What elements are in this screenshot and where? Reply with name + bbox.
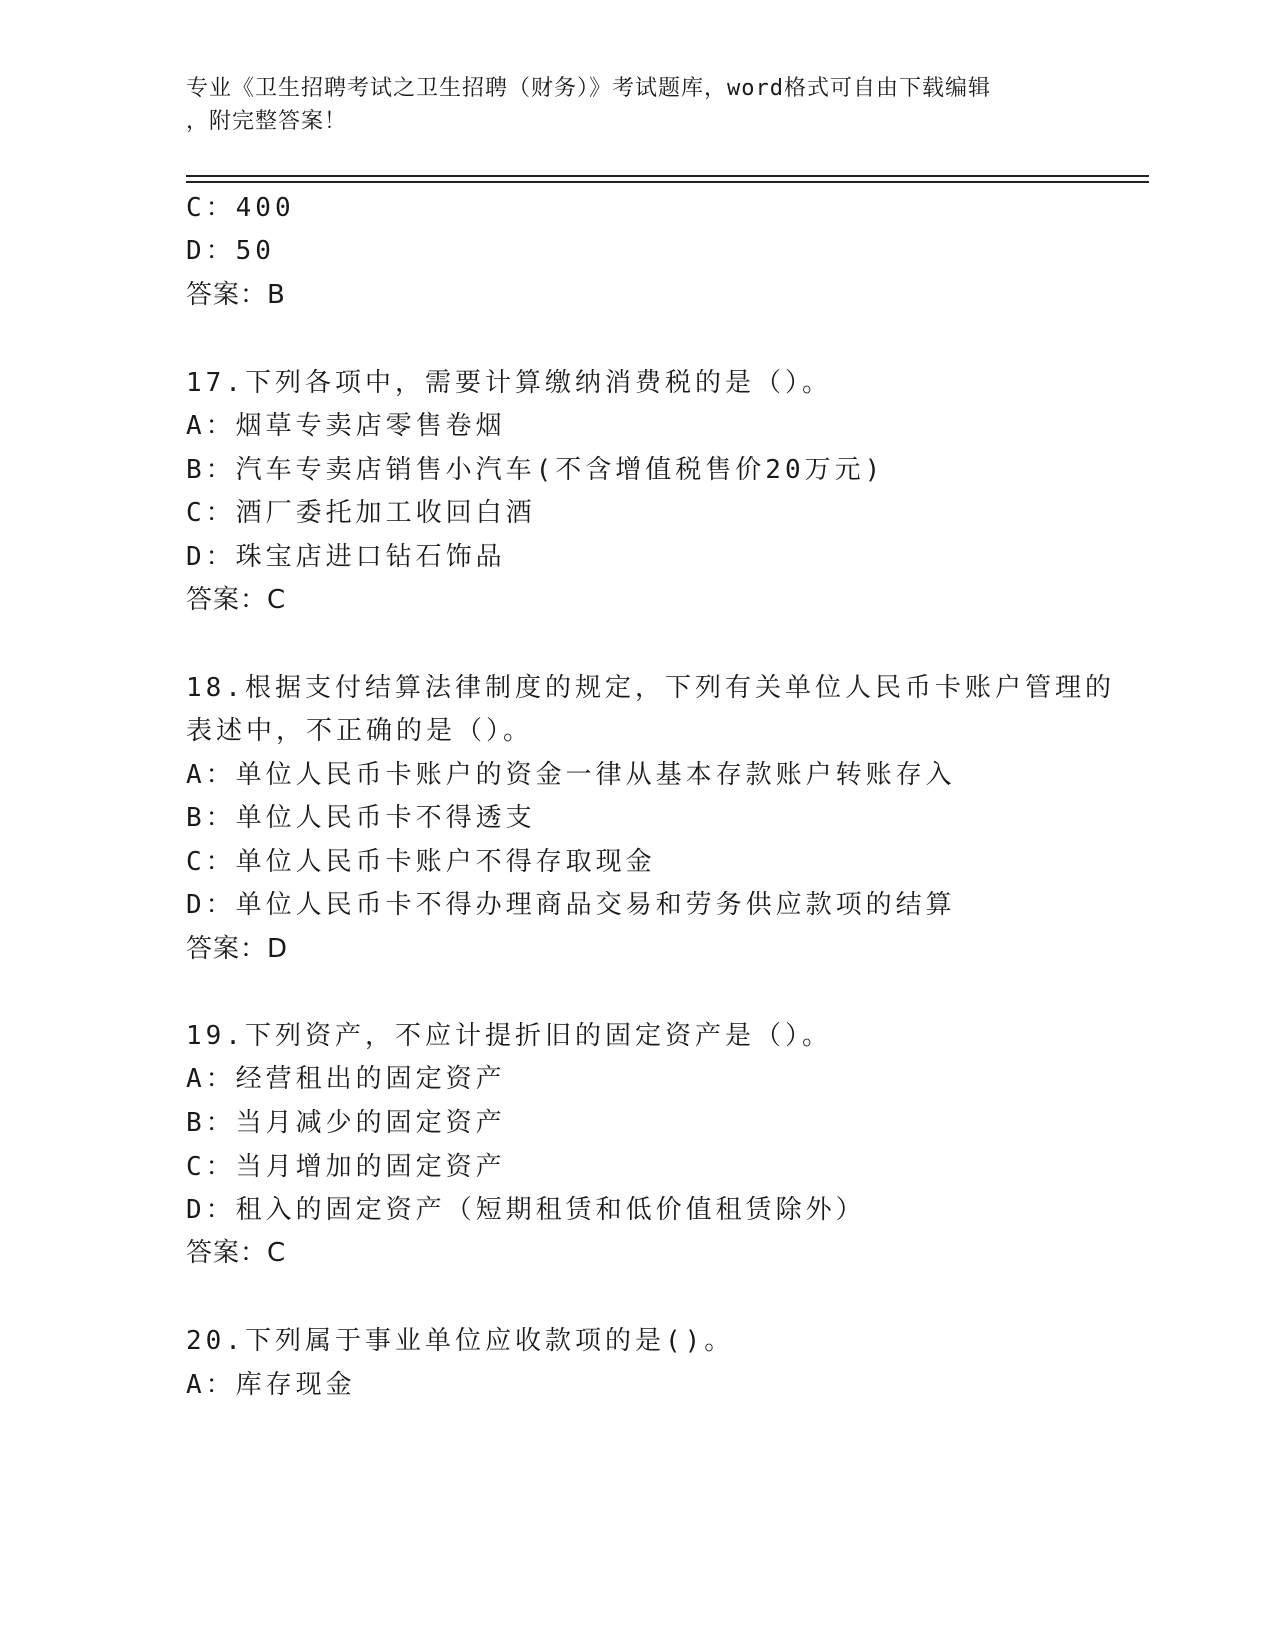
q18-option-c: C：单位人民币卡账户不得存取现金 <box>186 847 656 877</box>
q16-option-c: C：400 <box>186 193 295 223</box>
q16-answer: 答案：B <box>186 280 286 310</box>
q17-option-a: A：烟草专卖店零售卷烟 <box>186 411 506 441</box>
q19-stem: 19.下列资产，不应计提折旧的固定资产是（）。 <box>186 1021 832 1051</box>
q18-stem-line-2: 表述中，不正确的是（）。 <box>186 716 534 746</box>
q16-option-d: D：50 <box>186 236 275 266</box>
header-title-line-1: 专业《卫生招聘考试之卫生招聘（财务）》考试题库，word格式可自由下载编辑 <box>186 76 991 101</box>
q18-stem-line-1: 18.根据支付结算法律制度的规定，下列有关单位人民币卡账户管理的 <box>186 673 1115 703</box>
q17-option-c: C：酒厂委托加工收回白酒 <box>186 498 536 528</box>
document-header <box>186 72 1086 138</box>
q18-option-b: B：单位人民币卡不得透支 <box>186 803 536 833</box>
q19-answer: 答案：C <box>186 1238 287 1268</box>
q19-option-d: D：租入的固定资产（短期租赁和低价值租赁除外） <box>186 1195 866 1225</box>
header-divider-bottom <box>186 181 1149 183</box>
q18-answer: 答案：D <box>186 934 289 964</box>
q17-answer: 答案：C <box>186 585 287 615</box>
q17-stem: 17.下列各项中，需要计算缴纳消费税的是（）。 <box>186 368 832 398</box>
q19-option-a: A：经营租出的固定资产 <box>186 1064 506 1094</box>
q19-option-b: B：当月减少的固定资产 <box>186 1108 506 1138</box>
header-title-line-2: ，附完整答案！ <box>186 109 348 134</box>
q20-stem: 20.下列属于事业单位应收款项的是()。 <box>186 1326 735 1356</box>
q18-option-d: D：单位人民币卡不得办理商品交易和劳务供应款项的结算 <box>186 890 956 920</box>
q18-option-a: A：单位人民币卡账户的资金一律从基本存款账户转账存入 <box>186 760 956 790</box>
q17-option-b: B：汽车专卖店销售小汽车(不含增值税售价20万元) <box>186 455 885 485</box>
q17-option-d: D：珠宝店进口钻石饰品 <box>186 542 506 572</box>
q19-option-c: C：当月增加的固定资产 <box>186 1152 506 1182</box>
q20-option-a: A：库存现金 <box>186 1370 356 1400</box>
header-divider-top <box>186 175 1149 177</box>
